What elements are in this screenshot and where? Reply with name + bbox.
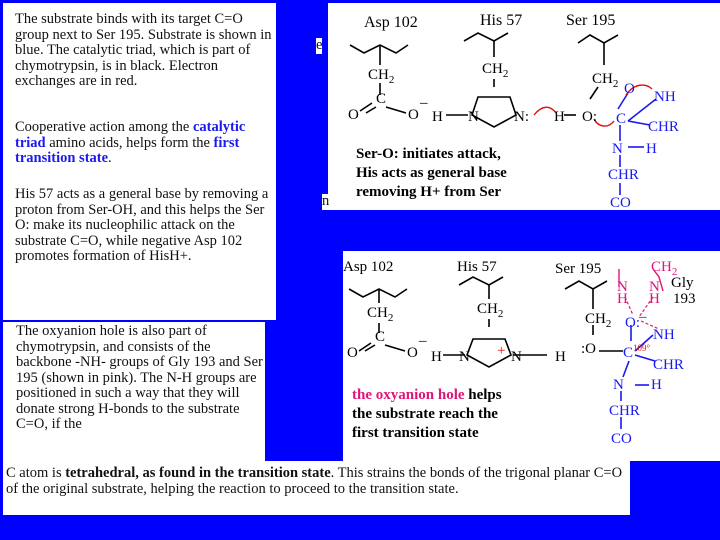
substrate-o: O [624, 81, 635, 97]
asp102-label: Asp 102 [364, 14, 418, 31]
b-oxyanion-n-right: N [649, 279, 660, 295]
b-gly-ch2-label: $CH_2$ [651, 259, 678, 278]
first-transition-state-label: first transition state [15, 134, 240, 166]
b-his-n-right: N [511, 349, 522, 365]
b-his-h-left: H [431, 349, 442, 365]
b-his-ch2-label: $CH_2$ [477, 301, 504, 320]
b-substrate-chr-right: CHR [653, 357, 684, 373]
stray-letter-n: n [322, 193, 330, 209]
b-his-n-left: N [459, 349, 470, 365]
b-his-plus: + [497, 343, 506, 359]
his-h-left: H [432, 109, 443, 125]
b-substrate-o: O: [625, 315, 640, 331]
asp-ch2-label: $CH_2$ [368, 67, 395, 86]
paragraph-substrate-binds: The substrate binds with its target C=O group next to Ser 195. Substrate is shown in blue. The catalytic triad, which is part of chymotrypsin, is in black. Electron exchanges are in red. [15, 11, 272, 89]
oxyanion-hole-label: the oxyanion hole [352, 387, 465, 403]
b-asp102-label: Asp 102 [343, 259, 394, 275]
substrate-chr-right: CHR [648, 119, 679, 135]
b-his-h-right: H [555, 349, 566, 365]
b-gly-label: Gly [671, 275, 694, 291]
b-substrate-chr-bottom: CHR [609, 403, 640, 419]
b-asp-ch2-label: $CH_2$ [367, 305, 394, 324]
asp-carboxyl-c: C [376, 91, 387, 107]
his57-label: His 57 [480, 12, 523, 29]
paragraph-tetrahedral: C atom is tetrahedral, as found in the transition state. This strains the bonds of the trigonal planar C=O of the original substrate, helping the reaction to proceed to the transition state. [6, 465, 623, 497]
b-oxyanion-h-right: H [649, 291, 660, 307]
b-oxyanion-h-left: H [617, 291, 628, 307]
asp-carboxyl-o-right: O [408, 107, 419, 123]
b-substrate-nh: NH [653, 327, 675, 343]
substrate-nh: NH [654, 89, 676, 105]
paragraph-oxyanion-hole: The oxyanion hole is also part of chymotrypsin, and consists of the backbone -NH- groups of Gly 193 and Ser 195 (shown in pink). The N-H groups are positioned in such a way that they will donate strong H-bonds to the substrate C=O, if the [16, 323, 263, 432]
b-asp-carboxyl-c: C [375, 329, 386, 345]
b-substrate-c: C [623, 345, 634, 361]
top-caption-line-1: Ser-O: initiates attack, [356, 146, 501, 162]
substrate-co: CO [610, 195, 631, 210]
asp-carboxyl-o-left: O [348, 107, 359, 123]
bottom-caption-line-2: the substrate reach the [352, 406, 498, 422]
his-ch2-label: $CH_2$ [482, 61, 509, 80]
b-asp-o-right: O [407, 345, 418, 361]
substrate-n: N [612, 141, 623, 157]
b-substrate-n: N [613, 377, 624, 393]
b-gly-num: 193 [673, 291, 696, 307]
catalytic-triad-label: catalytic triad [15, 119, 246, 151]
ser195-label: Ser 195 [566, 12, 616, 29]
substrate-c: C [616, 111, 627, 127]
b-ser195-label: Ser 195 [555, 261, 602, 277]
b-ser-ch2-label: $CH_2$ [585, 311, 612, 330]
top-caption-line-3: removing H+ from Ser [356, 184, 502, 200]
b-substrate-co: CO [611, 431, 632, 447]
b-substrate-minus: – [639, 309, 647, 325]
bottom-caption-line-3: first transition state [352, 425, 479, 441]
b-ser-o-colon-left: :O [581, 341, 596, 357]
substrate-chr-bottom: CHR [608, 167, 639, 183]
b-asp-minus: – [419, 333, 427, 349]
his-n-right: N: [514, 109, 529, 125]
b-angle-label: 109° [633, 343, 651, 353]
b-his57-label: His 57 [457, 259, 497, 275]
paragraph-cooperative-action: Cooperative action among the catalytic triad amino acids, helps form the first transition state. [15, 119, 246, 166]
stray-letter-e: e [316, 37, 323, 53]
ser-h: H [554, 109, 565, 125]
substrate-h: H [646, 141, 657, 157]
top-caption-line-2: His acts as general base [356, 165, 507, 181]
b-oxyanion-n-left: N [617, 279, 628, 295]
ser-ch2-label: $CH_2$ [592, 71, 619, 90]
his-n-left: N [468, 109, 479, 125]
bottom-caption-line-1: the oxyanion hole helps [352, 387, 502, 403]
tetrahedral-label: tetrahedral, as found in the transition state [65, 465, 331, 481]
b-substrate-h: H [651, 377, 662, 393]
b-asp-o-left: O [347, 345, 358, 361]
asp-minus: – [420, 95, 428, 111]
paragraph-his57: His 57 acts as a general base by removing a proton from Ser-OH, and this helps the Ser O: make its nucleophilic attack on the substrate C=O, while negative Asp 102 promotes formation of HisH+. [15, 186, 269, 264]
ser-o-colon: O: [582, 109, 597, 125]
